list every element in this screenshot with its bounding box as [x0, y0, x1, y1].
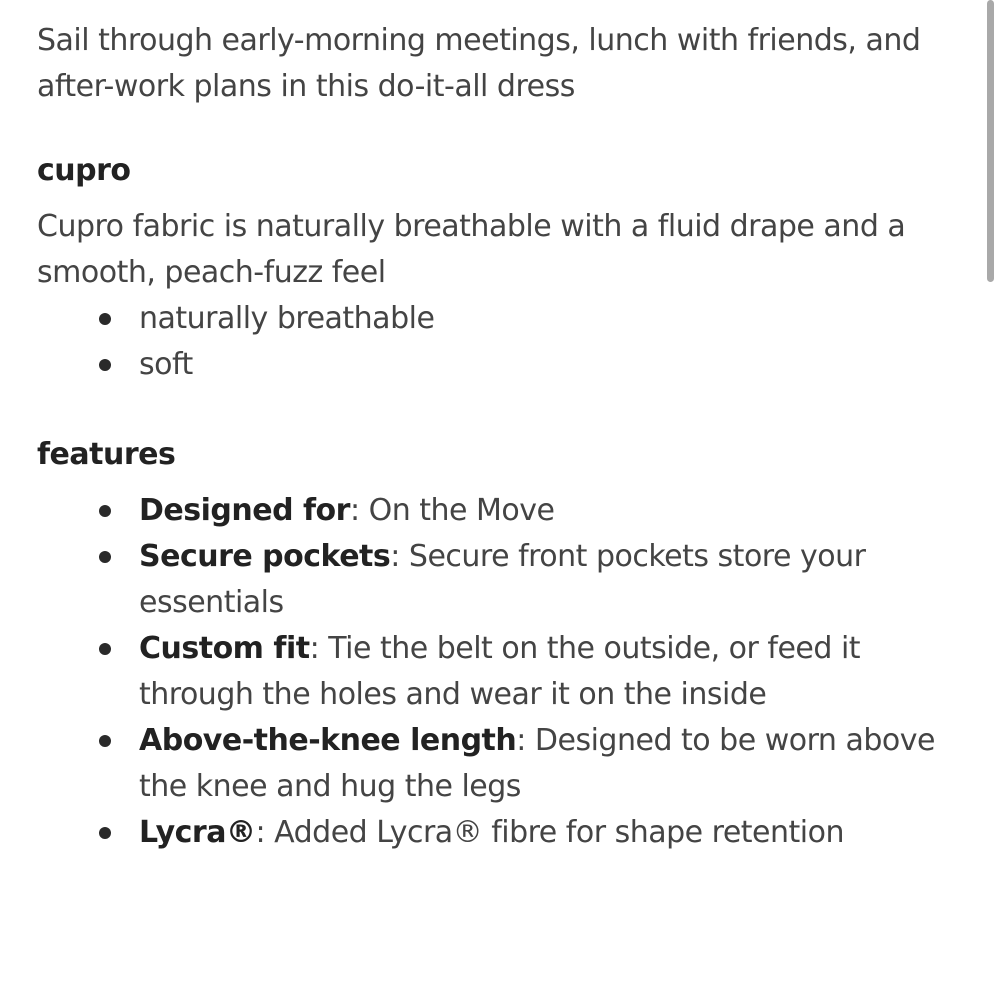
feature-label: Custom fit: [139, 631, 310, 666]
features-list: [37, 488, 957, 856]
feature-item: [37, 810, 957, 856]
bullet-text: naturally breathable: [139, 301, 435, 336]
intro-text: Sail through early-morning meetings, lunch with friends, and after-work plans in this do-it-all dress: [37, 23, 921, 104]
feature-text: Designed to be worn above the knee and hug the legs: [139, 723, 935, 804]
fabric-heading: cupro: [37, 153, 131, 188]
feature-text: Secure front pockets store your essentials: [139, 539, 866, 620]
feature-separator: :: [390, 539, 400, 574]
feature-separator: :: [516, 723, 526, 758]
feature-text: On the Move: [359, 493, 555, 528]
fabric-bullet-list: [37, 296, 957, 388]
feature-label: Above-the-knee length: [139, 723, 517, 758]
feature-item: [37, 534, 957, 626]
features-heading: features: [37, 437, 176, 472]
feature-item: [37, 488, 957, 534]
bullet-icon: [99, 551, 111, 563]
bullet-icon: [99, 359, 111, 371]
feature-label: Lycra®: [139, 815, 256, 850]
feature-label: Designed for: [139, 493, 350, 528]
feature-separator: :: [349, 493, 360, 528]
feature-separator: :: [309, 631, 320, 666]
list-item: [37, 342, 957, 388]
bullet-text: soft: [139, 347, 193, 382]
bullet-icon: [99, 505, 111, 517]
list-item: [37, 296, 957, 342]
scrollbar-thumb[interactable]: [987, 0, 994, 282]
bullet-icon: [99, 313, 111, 325]
bullet-icon: [99, 827, 111, 839]
fabric-description: Cupro fabric is naturally breathable with a fluid drape and a smooth, peach-fuzz feel: [37, 209, 906, 290]
bullet-icon: [99, 735, 111, 747]
feature-item: [37, 626, 957, 718]
feature-text: Added Lycra® fibre for shape retention: [265, 815, 844, 850]
bullet-icon: [99, 643, 111, 655]
feature-item: [37, 718, 957, 810]
feature-separator: :: [255, 815, 266, 850]
feature-text: Tie the belt on the outside, or feed it through the holes and wear it on the inside: [139, 631, 861, 712]
product-description: [37, 18, 957, 856]
feature-label: Secure pockets: [139, 539, 391, 574]
